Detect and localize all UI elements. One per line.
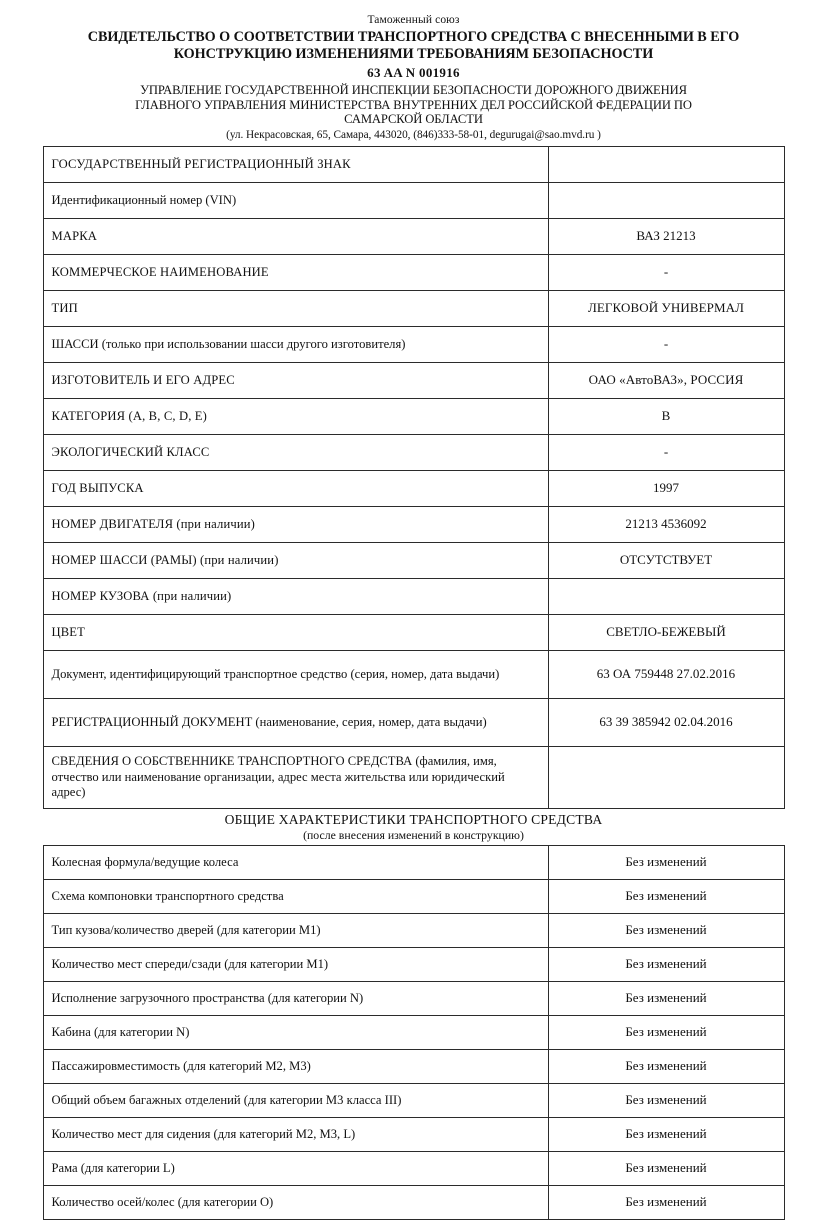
- issuing-authority: [60, 83, 767, 127]
- row-value-seats-front-rear: Без изменений: [548, 947, 784, 981]
- table-row: [43, 362, 784, 398]
- table-row: [43, 254, 784, 290]
- row-value-cargo-space: Без изменений: [548, 981, 784, 1015]
- table-row: [43, 698, 784, 746]
- row-value-eco-class: -: [548, 434, 784, 470]
- row-label-eco-class: ЭКОЛОГИЧЕСКИЙ КЛАСС: [43, 434, 548, 470]
- general-characteristics-heading: [60, 809, 767, 842]
- table-row: [43, 146, 784, 182]
- row-value-manufacturer: ОАО «АвтоВАЗ», РОССИЯ: [548, 362, 784, 398]
- row-value-passenger-capacity: Без изменений: [548, 1049, 784, 1083]
- row-label-registration-document: РЕГИСТРАЦИОННЫЙ ДОКУМЕНТ (наименование, серия, номер, дата выдачи): [43, 698, 548, 746]
- row-label-frame: Рама (для категории L): [43, 1151, 548, 1185]
- document-header: [60, 0, 767, 142]
- row-label-cargo-space: Исполнение загрузочного пространства (для категории N): [43, 981, 548, 1015]
- row-value-engine-number: 21213 4536092: [548, 506, 784, 542]
- row-label-body-number: НОМЕР КУЗОВА (при наличии): [43, 578, 548, 614]
- row-value-cabin: Без изменений: [548, 1015, 784, 1049]
- customs-union-label: Таможенный союз: [367, 14, 460, 26]
- row-label-vin: Идентификационный номер (VIN): [43, 182, 548, 218]
- row-label-passenger-capacity: Пассажировместимость (для категорий M2, M3): [43, 1049, 548, 1083]
- row-label-engine-number: НОМЕР ДВИГАТЕЛЯ (при наличии): [43, 506, 548, 542]
- row-label-identifying-document: Документ, идентифицирующий транспортное средство (серия, номер, дата выдачи): [43, 650, 548, 698]
- authority-line-3: САМАРСКОЙ ОБЛАСТИ: [344, 112, 483, 127]
- row-label-registration-plate: ГОСУДАРСТВЕННЫЙ РЕГИСТРАЦИОННЫЙ ЗНАК: [43, 146, 548, 182]
- row-value-registration-document: 63 39 385942 02.04.2016: [548, 698, 784, 746]
- table-row: [43, 913, 784, 947]
- row-value-chassis-number: ОТСУТСТВУЕТ: [548, 542, 784, 578]
- row-value-body-number: [548, 578, 784, 614]
- table-row: [43, 845, 784, 879]
- table-row: [43, 1049, 784, 1083]
- row-label-color: ЦВЕТ: [43, 614, 548, 650]
- row-label-manufacturer: ИЗГОТОВИТЕЛЬ И ЕГО АДРЕС: [43, 362, 548, 398]
- row-value-seating-count: Без изменений: [548, 1117, 784, 1151]
- row-label-chassis: ШАССИ (только при использовании шасси другого изготовителя): [43, 326, 548, 362]
- row-value-color: СВЕТЛО-БЕЖЕВЫЙ: [548, 614, 784, 650]
- table-row: [43, 650, 784, 698]
- row-value-luggage-volume: Без изменений: [548, 1083, 784, 1117]
- row-value-identifying-document: 63 ОА 759448 27.02.2016: [548, 650, 784, 698]
- row-label-cabin: Кабина (для категории N): [43, 1015, 548, 1049]
- authority-line-1: УПРАВЛЕНИЕ ГОСУДАРСТВЕННОЙ ИНСПЕКЦИИ БЕЗОПАСНОСТИ ДОРОЖНОГО ДВИЖЕНИЯ: [140, 83, 687, 97]
- table-row: [43, 1117, 784, 1151]
- table-row: [43, 542, 784, 578]
- row-label-luggage-volume: Общий объем багажных отделений (для категории M3 класса III): [43, 1083, 548, 1117]
- row-value-year: 1997: [548, 470, 784, 506]
- row-value-commercial-name: -: [548, 254, 784, 290]
- row-value-axles-wheels: Без изменений: [548, 1185, 784, 1219]
- certificate-number: 63 AA N 001916: [367, 65, 460, 80]
- table-row: [43, 470, 784, 506]
- row-label-category: КАТЕГОРИЯ (A, B, C, D, E): [43, 398, 548, 434]
- row-label-year: ГОД ВЫПУСКА: [43, 470, 548, 506]
- table-row: [43, 506, 784, 542]
- row-value-layout-scheme: Без изменений: [548, 879, 784, 913]
- row-value-category: B: [548, 398, 784, 434]
- row-label-body-type-doors: Тип кузова/количество дверей (для категории M1): [43, 913, 548, 947]
- document-title: [60, 29, 767, 62]
- table-row: [43, 326, 784, 362]
- table-row: [43, 290, 784, 326]
- authority-line-2: ГЛАВНОГО УПРАВЛЕНИЯ МИНИСТЕРСТВА ВНУТРЕННИХ ДЕЛ РОССИЙСКОЙ ФЕДЕРАЦИИ ПО: [135, 97, 692, 112]
- table-row: [43, 578, 784, 614]
- table-row: [43, 746, 784, 808]
- row-label-seats-front-rear: Количество мест спереди/сзади (для категории M1): [43, 947, 548, 981]
- table-row: [43, 1151, 784, 1185]
- row-label-layout-scheme: Схема компоновки транспортного средства: [43, 879, 548, 913]
- table-row: [43, 1083, 784, 1117]
- row-value-registration-plate: [548, 146, 784, 182]
- table-row: [43, 434, 784, 470]
- table-row: [43, 182, 784, 218]
- table-row: [43, 879, 784, 913]
- row-value-chassis: -: [548, 326, 784, 362]
- row-value-wheel-formula: Без изменений: [548, 845, 784, 879]
- row-label-make: МАРКА: [43, 218, 548, 254]
- table-row: [43, 947, 784, 981]
- table-row: [43, 1185, 784, 1219]
- row-label-seating-count: Количество мест для сидения (для категорий M2, M3, L): [43, 1117, 548, 1151]
- general-characteristics-table: [43, 845, 785, 1220]
- row-label-commercial-name: КОММЕРЧЕСКОЕ НАИМЕНОВАНИЕ: [43, 254, 548, 290]
- table-row: [43, 1015, 784, 1049]
- row-label-type: ТИП: [43, 290, 548, 326]
- authority-address: (ул. Некрасовская, 65, Самара, 443020, (846)333-58-01, degurugai@sao.mvd.ru ): [226, 128, 601, 141]
- row-label-owner-info: СВЕДЕНИЯ О СОБСТВЕННИКЕ ТРАНСПОРТНОГО СРЕДСТВА (фамилия, имя, отчество или наименование организации, адрес места жительства или юридический адрес): [43, 746, 548, 808]
- vehicle-data-table: [43, 146, 785, 809]
- row-value-make: ВАЗ 21213: [548, 218, 784, 254]
- row-label-axles-wheels: Количество осей/колес (для категории O): [43, 1185, 548, 1219]
- table-row: [43, 398, 784, 434]
- row-value-frame: Без изменений: [548, 1151, 784, 1185]
- row-value-body-type-doors: Без изменений: [548, 913, 784, 947]
- row-value-vin: [548, 182, 784, 218]
- section2-title: ОБЩИЕ ХАРАКТЕРИСТИКИ ТРАНСПОРТНОГО СРЕДСТВА: [224, 811, 603, 827]
- table-row: [43, 981, 784, 1015]
- section2-subtitle: (после внесения изменений в конструкцию): [303, 827, 524, 842]
- table-row: [43, 614, 784, 650]
- row-value-owner-info: [548, 746, 784, 808]
- row-label-wheel-formula: Колесная формула/ведущие колеса: [43, 845, 548, 879]
- row-value-type: ЛЕГКОВОЙ УНИВЕРМАЛ: [548, 290, 784, 326]
- document-title-line-2: КОНСТРУКЦИЮ ИЗМЕНЕНИЯМИ ТРЕБОВАНИЯМ БЕЗОПАСНОСТИ: [173, 45, 654, 62]
- row-label-chassis-number: НОМЕР ШАССИ (РАМЫ) (при наличии): [43, 542, 548, 578]
- table-row: [43, 218, 784, 254]
- document-title-line-1: СВИДЕТЕЛЬСТВО О СООТВЕТСТВИИ ТРАНСПОРТНОГО СРЕДСТВА С ВНЕСЕННЫМИ В ЕГО: [87, 29, 740, 45]
